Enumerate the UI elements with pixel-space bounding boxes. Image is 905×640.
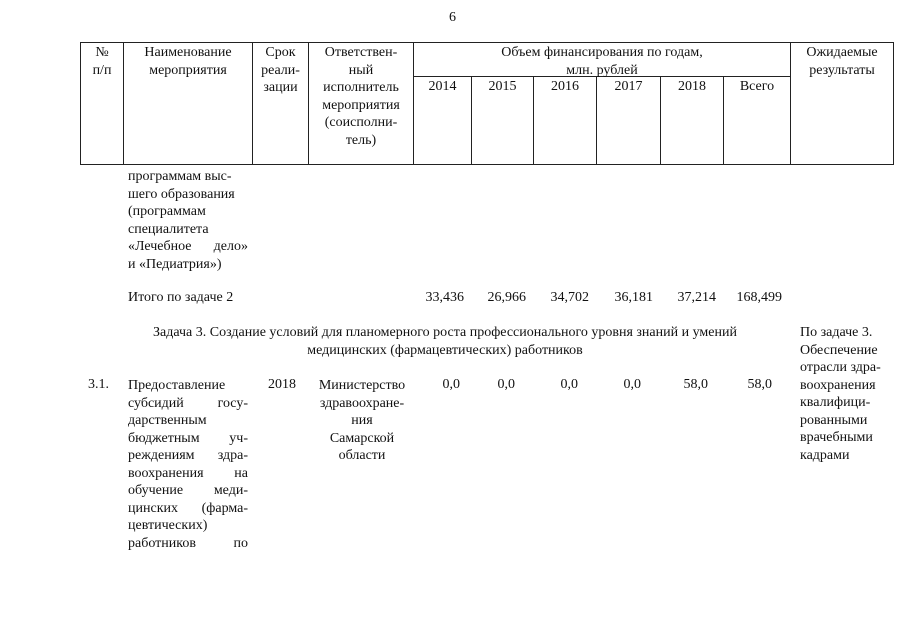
task3-title: Задача 3. Создание условий для планомерного роста профессионального уровня знаний и умений медицинских (фармацевтических) работников	[153, 325, 737, 358]
total-2015: 26,966	[487, 290, 526, 305]
row-value-2014: 0,0	[442, 377, 460, 392]
header-year-2014: 2014	[428, 79, 457, 94]
header-col-financing: Объем финансирования по годам, млн. рублей	[501, 45, 703, 78]
continued-activity-name: программам выс- шего образования (программам специалитета «Лечебное дело» и «Педиатрия»)	[128, 169, 248, 272]
header-year-2017: 2017	[614, 79, 643, 94]
header-right-border	[893, 42, 894, 165]
page-number: 6	[449, 10, 456, 25]
header-year-2015: 2015	[488, 79, 517, 94]
row-value-2015: 0,0	[497, 377, 515, 392]
row-value-2017: 0,0	[623, 377, 641, 392]
header-col-responsible: Ответствен- ный исполнитель мероприятия (соисполни- тель)	[322, 45, 400, 148]
total-2017: 36,181	[614, 290, 653, 305]
header-year-2018: 2018	[678, 79, 706, 94]
row-value-total: 58,0	[747, 377, 772, 392]
total-2014: 33,436	[425, 290, 464, 305]
header-col-number: № п/п	[92, 45, 112, 78]
header-col-results: Ожидаемые результаты	[806, 45, 878, 78]
task3-expected-results: По задаче 3. Обеспечение отрасли здра- воохранения квалифици- рованными врачебными кадрами	[800, 325, 881, 463]
row-value-2018: 58,0	[683, 377, 708, 392]
total-2016: 34,702	[550, 290, 589, 305]
row-term: 2018	[268, 377, 296, 392]
row-number: 3.1.	[88, 377, 109, 392]
header-bottom-border	[80, 164, 894, 165]
header-top-border	[80, 42, 894, 43]
header-col-name: Наименование мероприятия	[144, 45, 232, 78]
row-responsible: Министерство здравоохране- ния Самарской области	[318, 378, 406, 463]
total-task2-label: Итого по задаче 2	[128, 290, 234, 305]
header-total: Всего	[739, 79, 775, 94]
header-year-2016: 2016	[551, 79, 579, 94]
total-sum: 168,499	[736, 290, 782, 305]
row-activity-name: Предоставление субсидий госу- дарственным бюджетным уч- реждениям здра- воохранения на обучение меди- цинских (фарма- цевтических) работников по	[128, 378, 248, 551]
total-2018: 37,214	[677, 290, 716, 305]
row-value-2016: 0,0	[560, 377, 578, 392]
header-col-term: Срок реали- зации	[261, 45, 300, 95]
